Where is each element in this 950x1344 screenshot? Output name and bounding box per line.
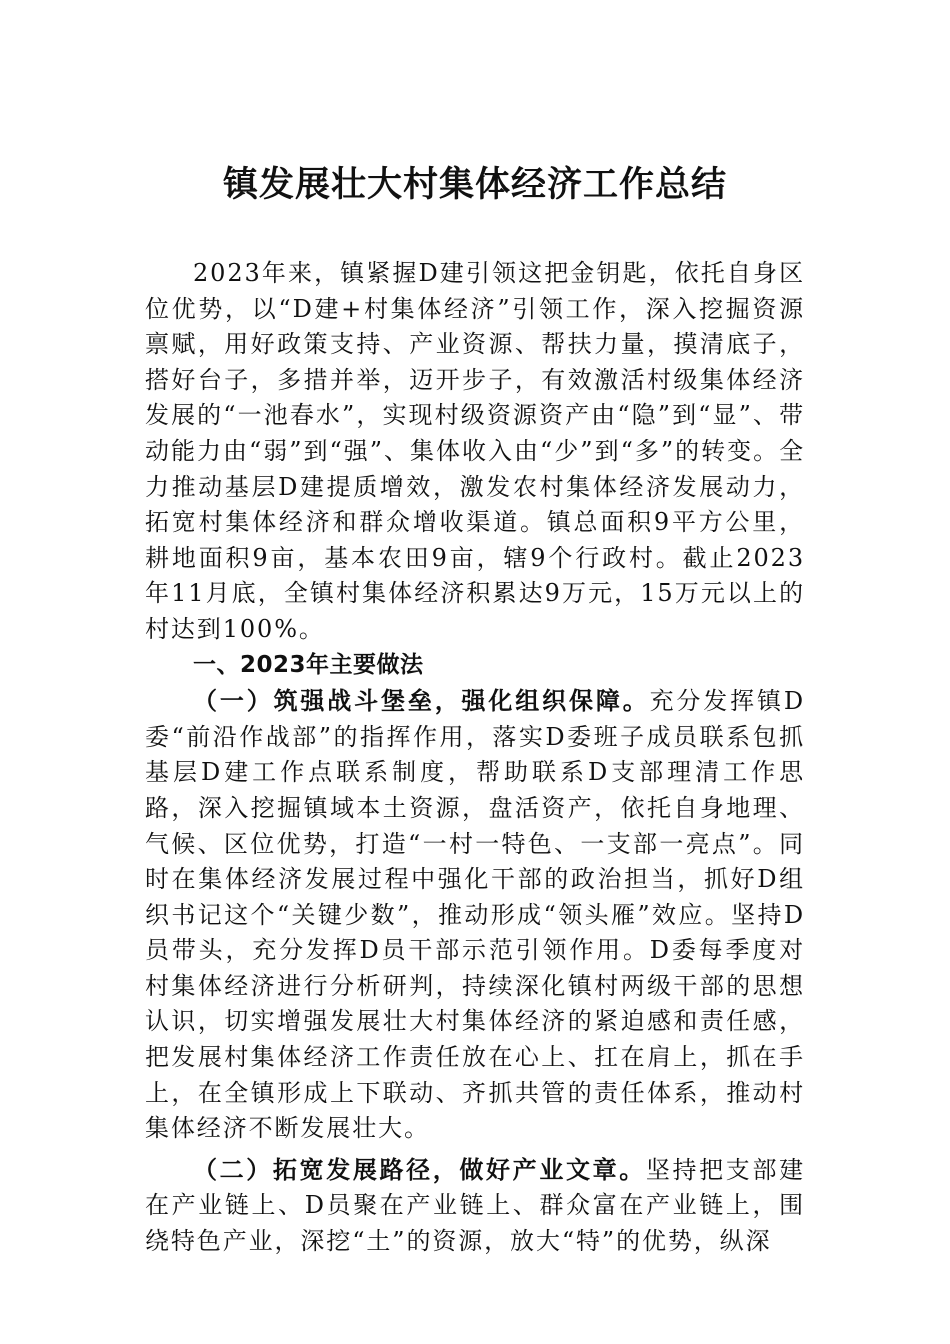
item-body-1: 充分发挥镇D委“前沿作战部”的指挥作用，落实D委班子成员联系包抓基层D建工作点联系制度，帮助联系D支部理清工作思路，深入挖掘镇域本土资源，盘活资产，依托自身地理、气候、区位优势，打造“一村一特色、一支部一亮点”。同时在集体经济发展过程中强化干部的政治担当，抓好D组织书记这个“关键少数”，推动形成“领头雁”效应。坚持D员带头，充分发挥D员干部示范引领作用。D委每季度对村集体经济进行分析研判，持续深化镇村两级干部的思想认识，切实增强发展壮大村集体经济的紧迫感和责任感，把发展村集体经济工作责任放在心上、扛在肩上，抓在手上，在全镇形成上下联动、齐抓共管的责任体系，推动村集体经济不断发展壮大。 <box>145 687 805 1143</box>
item-lead-1: （一）筑强战斗堡垒，强化组织保障。 <box>193 686 650 716</box>
item-paragraph-1 <box>145 683 805 1147</box>
item-paragraph-2 <box>145 1152 805 1260</box>
section-heading: 一、2023年主要做法 <box>193 651 424 678</box>
item-body-2: 坚持把支部建在产业链上、D员聚在产业链上、群众富在产业链上，围绕特色产业，深挖“土”的资源，放大“特”的优势，纵深 <box>145 1155 805 1256</box>
intro-paragraph: 2023年来，镇紧握D建引领这把金钥匙，依托自身区位优势，以“D建+村集体经济”引领工作，深入挖掘资源禀赋，用好政策支持、产业资源、帮扶力量，摸清底子，搭好台子，多措并举，迈开步子，有效激活村级集体经济发展的“一池春水”，实现村级资源资产由“隐”到“显”、带动能力由“弱”到“强”、集体收入由“少”到“多”的转变。全力推动基层D建提质增效，激发农村集体经济发展动力，拓宽村集体经济和群众增收渠道。镇总面积9平方公里，耕地面积9亩，基本农田9亩，辖9个行政村。截止2023年11月底，全镇村集体经济积累达9万元，15万元以上的村达到100%。 <box>145 259 805 643</box>
document-body <box>145 256 805 1260</box>
item-lead-2: （二）拓宽发展路径，做好产业文章。 <box>193 1154 646 1184</box>
document-title: 镇发展壮大村集体经济工作总结 <box>222 164 727 205</box>
